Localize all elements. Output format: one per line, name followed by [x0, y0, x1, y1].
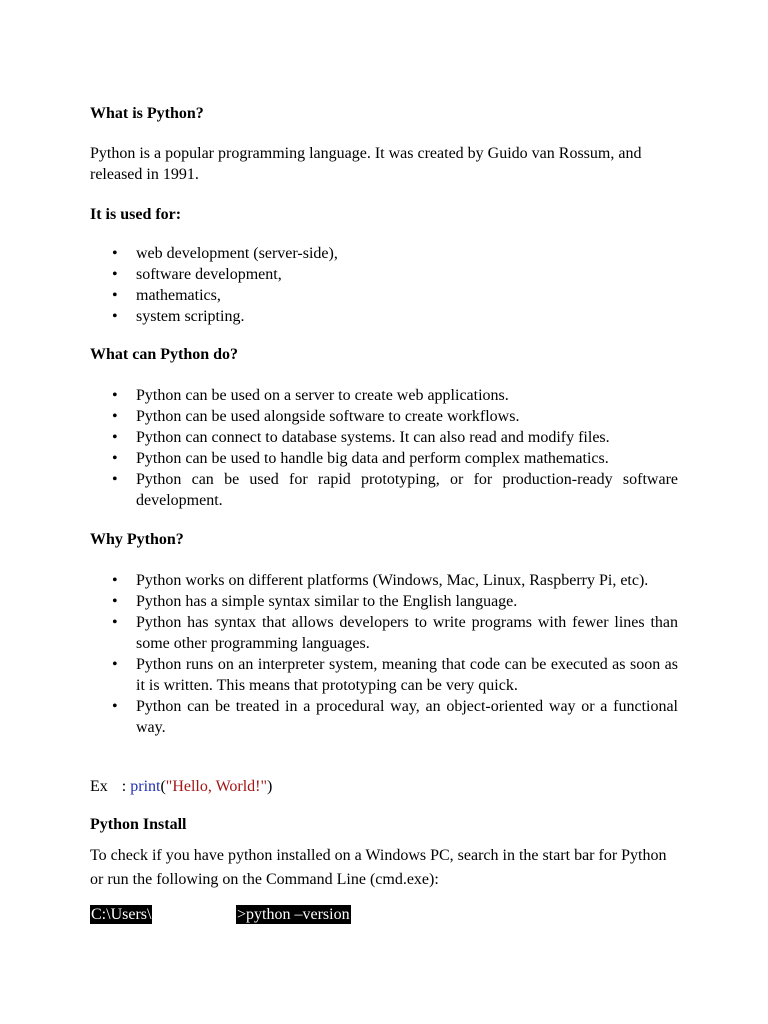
- list-item: • Python can be used alongside software to create workflows.: [112, 408, 520, 425]
- command-text: >python –version: [237, 906, 350, 923]
- bullet-icon: •: [112, 614, 118, 631]
- code-open-paren: (: [160, 778, 166, 795]
- list-used-for: [90, 243, 678, 327]
- list-item: • web development (server-side),: [112, 245, 338, 262]
- bullet-icon: •: [112, 245, 118, 262]
- list-item: • Python can connect to database systems. It can also read and modify files.: [112, 429, 610, 446]
- heading-what-can-python-do: What can Python do?: [90, 346, 239, 363]
- example-label: Ex: [90, 778, 108, 795]
- code-close-paren: ): [267, 778, 273, 795]
- code-function: print: [130, 778, 161, 795]
- command-path: C:\Users\: [91, 906, 152, 923]
- bullet-icon: •: [112, 287, 118, 304]
- list-what-can-python-do: [90, 385, 678, 511]
- list-item: • Python can be used for rapid prototyping, or for production-ready software development.: [112, 471, 678, 509]
- paragraph-what-is-python: Python is a popular programming language. It was created by Guido van Rossum, and released in 1991.: [90, 145, 642, 183]
- code-example: [90, 776, 678, 797]
- bullet-icon: •: [112, 408, 118, 425]
- bullet-icon: •: [112, 656, 118, 673]
- bullet-icon: •: [112, 429, 118, 446]
- list-item: • Python can be used on a server to create web applications.: [112, 387, 509, 404]
- example-separator: :: [121, 778, 127, 795]
- list-item: • Python has syntax that allows developers to write programs with fewer lines than some other programming languages.: [112, 614, 678, 652]
- bullet-icon: •: [112, 387, 118, 404]
- list-item: • Python works on different platforms (Windows, Mac, Linux, Raspberry Pi, etc).: [112, 572, 649, 589]
- code-string: "Hello, World!": [165, 778, 268, 795]
- list-item: • system scripting.: [112, 308, 245, 325]
- bullet-icon: •: [112, 450, 118, 467]
- list-item: • Python runs on an interpreter system, meaning that code can be executed as soon as it is written. This means that prototyping can be very quick.: [112, 656, 678, 694]
- heading-used-for: It is used for:: [90, 206, 182, 223]
- bullet-icon: •: [112, 593, 118, 610]
- paragraph-python-install: To check if you have python installed on a Windows PC, search in the start bar for Python or run the following on the Command Line (cmd.exe):: [90, 847, 667, 888]
- list-item: • Python has a simple syntax similar to the English language.: [112, 593, 518, 610]
- bullet-icon: •: [112, 471, 118, 488]
- bullet-icon: •: [112, 698, 118, 715]
- list-item: • software development,: [112, 266, 282, 283]
- bullet-icon: •: [112, 266, 118, 283]
- list-why-python: [90, 570, 678, 738]
- heading-why-python: Why Python?: [90, 531, 184, 548]
- list-item: • Python can be used to handle big data and perform complex mathematics.: [112, 450, 609, 467]
- bullet-icon: •: [112, 572, 118, 589]
- bullet-icon: •: [112, 308, 118, 325]
- list-item: • mathematics,: [112, 287, 221, 304]
- list-item: • Python can be treated in a procedural way, an object-oriented way or a functional way.: [112, 698, 678, 736]
- heading-python-install: Python Install: [90, 816, 187, 833]
- heading-what-is-python: What is Python?: [90, 105, 204, 122]
